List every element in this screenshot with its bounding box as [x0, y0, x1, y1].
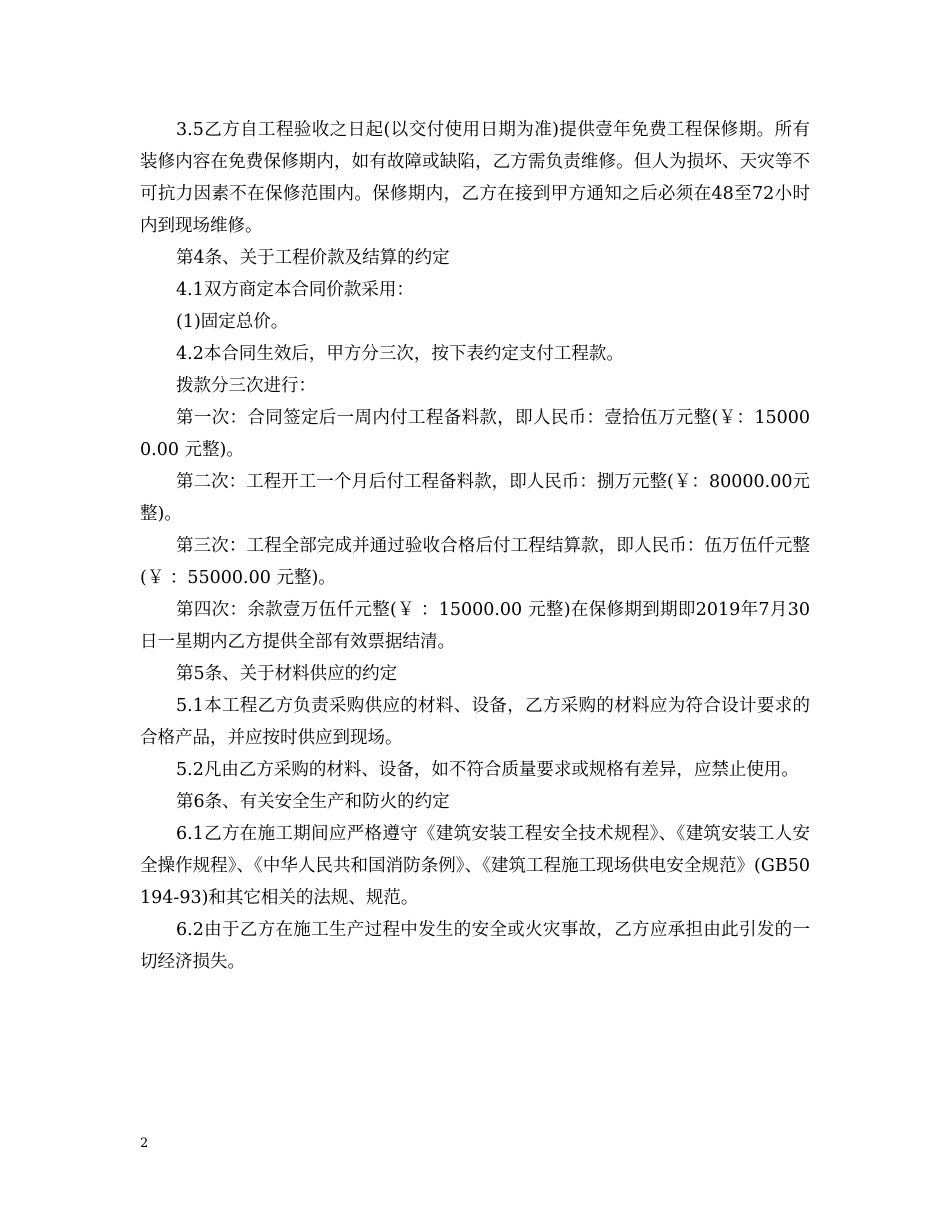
paragraph-4-1: 4.1双方商定本合同价款采用： — [176, 280, 414, 300]
paragraph-payment-3: 第三次：工程全部完成并通过验收合格后付工程结算款，即人民币：伍万伍仟元整(￥ ：55000.00 元整)。 — [140, 536, 810, 588]
paragraph-fixed-price: (1)固定总价。 — [176, 312, 289, 332]
heading-article-6: 第6条、有关安全生产和防火的约定 — [176, 792, 450, 812]
paragraph-4-2: 4.2本合同生效后，甲方分三次，按下表约定支付工程款。 — [176, 344, 624, 364]
document-body — [140, 114, 810, 978]
heading-article-4: 第4条、关于工程价款及结算的约定 — [176, 248, 450, 268]
paragraph-payment-4: 第四次：余款壹万伍仟元整(￥ ：15000.00 元整)在保修期到期即2019年7月30日一星期内乙方提供全部有效票据结清。 — [140, 600, 810, 652]
heading-article-5: 第5条、关于材料供应的约定 — [176, 664, 398, 684]
paragraph-5-2: 5.2凡由乙方采购的材料、设备，如不符合质量要求或规格有差异，应禁止使用。 — [176, 760, 799, 780]
paragraph-6-1: 6.1乙方在施工期间应严格遵守《建筑安装工程安全技术规程》、《建筑安装工人安全操作规程》、《中华人民共和国消防条例》、《建筑工程施工现场供电安全规范》(GB50194-93)和其它相关的法规、规范。 — [140, 824, 810, 908]
paragraph-5-1: 5.1本工程乙方负责采购供应的材料、设备，乙方采购的材料应为符合设计要求的合格产品，并应按时供应到现场。 — [140, 696, 810, 748]
paragraph-6-2: 6.2由于乙方在施工生产过程中发生的安全或火灾事故，乙方应承担由此引发的一切经济损失。 — [140, 920, 810, 972]
paragraph-payment-1: 第一次：合同签定后一周内付工程备料款，即人民币：壹拾伍万元整(￥：150000.00 元整)。 — [140, 408, 810, 460]
page-number: 2 — [140, 1136, 149, 1151]
paragraph-warranty: 3.5乙方自工程验收之日起(以交付使用日期为准)提供壹年免费工程保修期。所有装修内容在免费保修期内，如有故障或缺陷，乙方需负责维修。但人为损坏、天灾等不可抗力因素不在保修范围内。保修期内，乙方在接到甲方通知之后必须在48至72小时内到现场维修。 — [140, 120, 810, 236]
paragraph-payment-2: 第二次：工程开工一个月后付工程备料款，即人民币：捌万元整(￥：80000.00元整)。 — [140, 472, 810, 524]
paragraph-payment-intro: 拨款分三次进行： — [176, 376, 316, 396]
